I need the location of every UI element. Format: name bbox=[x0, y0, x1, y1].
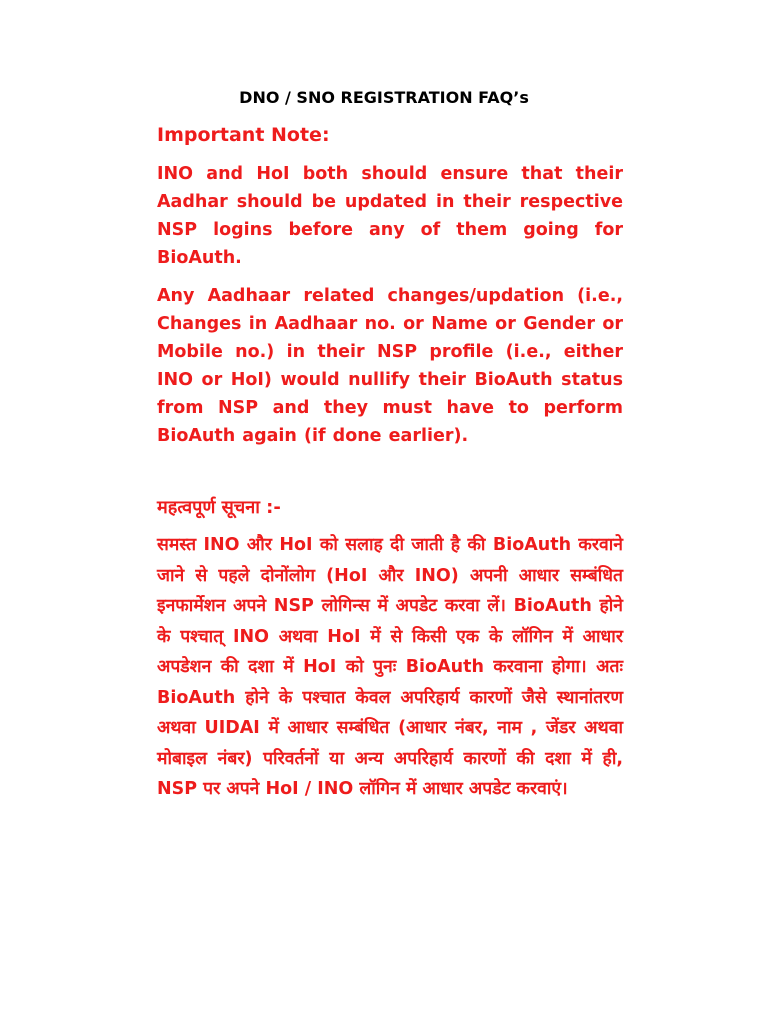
important-note-paragraph-1: INO and HoI both should ensure that their Aadhar should be updated in their respective NSP logins before any of them going for BioAuth. bbox=[157, 164, 623, 268]
important-note-paragraph-2: Any Aadhaar related changes/updation (i.e., Changes in Aadhaar no. or Name or Gender or Mobile no.) in their NSP profile (i.e., either INO or HoI) would nullify their BioAuth status from NSP and they must have to perform BioAuth again (if done earlier). bbox=[157, 286, 623, 446]
hindi-note-paragraph: समस्त INO और HoI को सलाह दी जाती है की BioAuth करवाने जाने से पहले दोनोंलोग (HoI और INO) अपनी आधार सम्बंधित इनफार्मेशन अपने NSP लोगिन्स में अपडेट करवा लें। BioAuth होने के पश्चात् INO अथवा HoI में से किसी एक के लॉगिन में आधार अपडेशन की दशा में HoI को पुनः BioAuth करवाना होगा। अतः BioAuth होने के पश्चात केवल अपरिहार्य कारणों जैसे स्थानांतरण अथवा UIDAI में आधार सम्बंधित (आधार नंबर, नाम , जेंडर अथवा मोबाइल नंबर) परिवर्तनों या अन्य अपरिहार्य कारणों की दशा में ही, NSP पर अपने HoI / INO लॉगिन में आधार अपडेट करवाएं। bbox=[157, 535, 623, 799]
important-note-heading: Important Note: bbox=[157, 124, 330, 146]
hindi-note-heading: महत्वपूर्ण सूचना :- bbox=[157, 497, 281, 518]
document-title: DNO / SNO REGISTRATION FAQ’s bbox=[239, 88, 529, 107]
